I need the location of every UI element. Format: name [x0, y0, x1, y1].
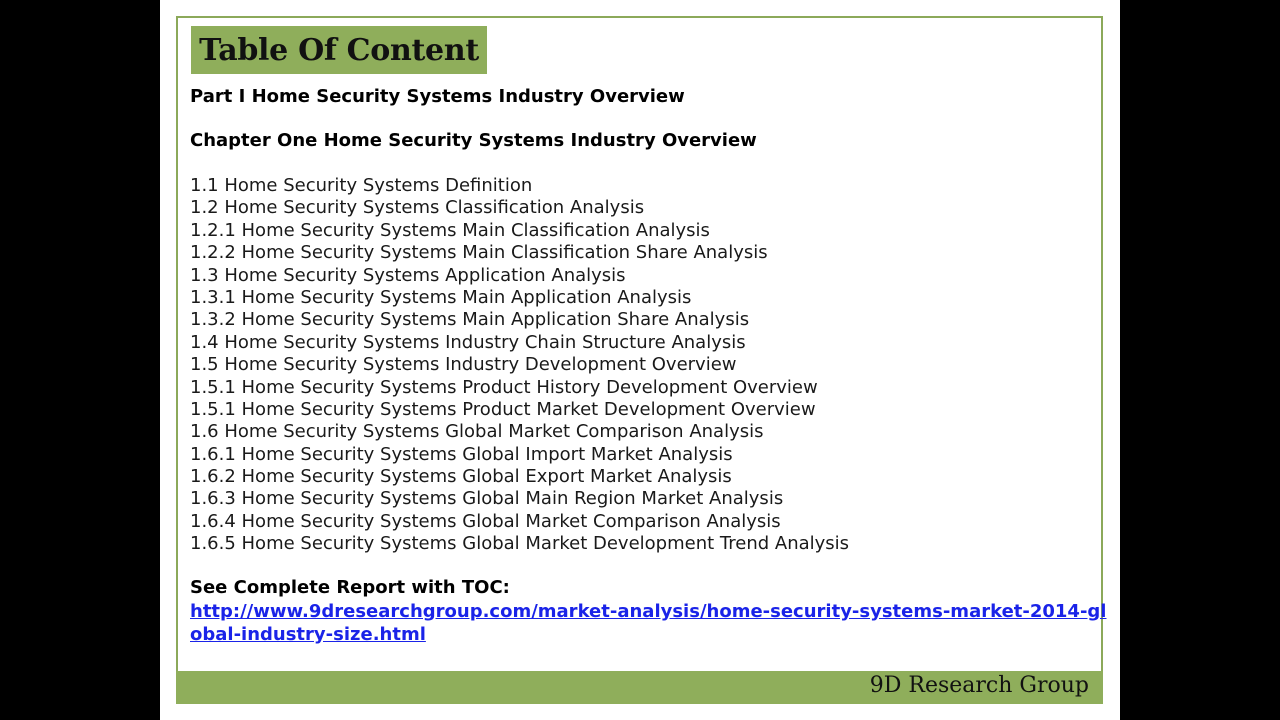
toc-item: 1.6.5 Home Security Systems Global Market Development Trend Analysis: [190, 533, 850, 555]
toc-item: 1.5 Home Security Systems Industry Development Overview: [190, 354, 737, 376]
toc-item: 1.5.1 Home Security Systems Product Market Development Overview: [190, 398, 816, 420]
page-title: Table Of Content: [199, 32, 479, 68]
toc-item: 1.2 Home Security Systems Classification Analysis: [190, 197, 645, 219]
toc-item: 1.3.2 Home Security Systems Main Application Share Analysis: [190, 309, 750, 331]
toc-item: 1.2.1 Home Security Systems Main Classification Analysis: [190, 219, 710, 241]
toc-item: 1.6 Home Security Systems Global Market Comparison Analysis: [190, 421, 764, 443]
part-heading: Part I Home Security Systems Industry Overview: [190, 86, 685, 107]
see-report-label: See Complete Report with TOC:: [190, 577, 510, 598]
title-banner: [191, 26, 487, 74]
slide: [160, 0, 1120, 720]
toc-item: 1.1 Home Security Systems Definition: [190, 175, 533, 196]
footer-bar: [176, 671, 1103, 704]
report-link[interactable]: http://www.9dresearchgroup.com/market-analysis/home-security-systems-market-2014-global-industry-size.html: [190, 601, 1107, 645]
toc-item: 1.6.1 Home Security Systems Global Import Market Analysis: [190, 443, 733, 465]
toc-list: [190, 175, 849, 556]
toc-item: 1.6.3 Home Security Systems Global Main Region Market Analysis: [190, 488, 784, 510]
toc-item: 1.6.2 Home Security Systems Global Export Market Analysis: [190, 466, 732, 488]
toc-item: 1.2.2 Home Security Systems Main Classification Share Analysis: [190, 242, 768, 264]
chapter-heading: Chapter One Home Security Systems Industry Overview: [190, 130, 757, 151]
toc-item: 1.4 Home Security Systems Industry Chain Structure Analysis: [190, 331, 746, 353]
toc-item: 1.6.4 Home Security Systems Global Market Comparison Analysis: [190, 510, 781, 532]
toc-item: 1.5.1 Home Security Systems Product History Development Overview: [190, 376, 818, 398]
toc-item: 1.3 Home Security Systems Application Analysis: [190, 264, 626, 286]
footer-brand: 9D Research Group: [869, 673, 1089, 698]
toc-item: 1.3.1 Home Security Systems Main Application Analysis: [190, 286, 692, 308]
